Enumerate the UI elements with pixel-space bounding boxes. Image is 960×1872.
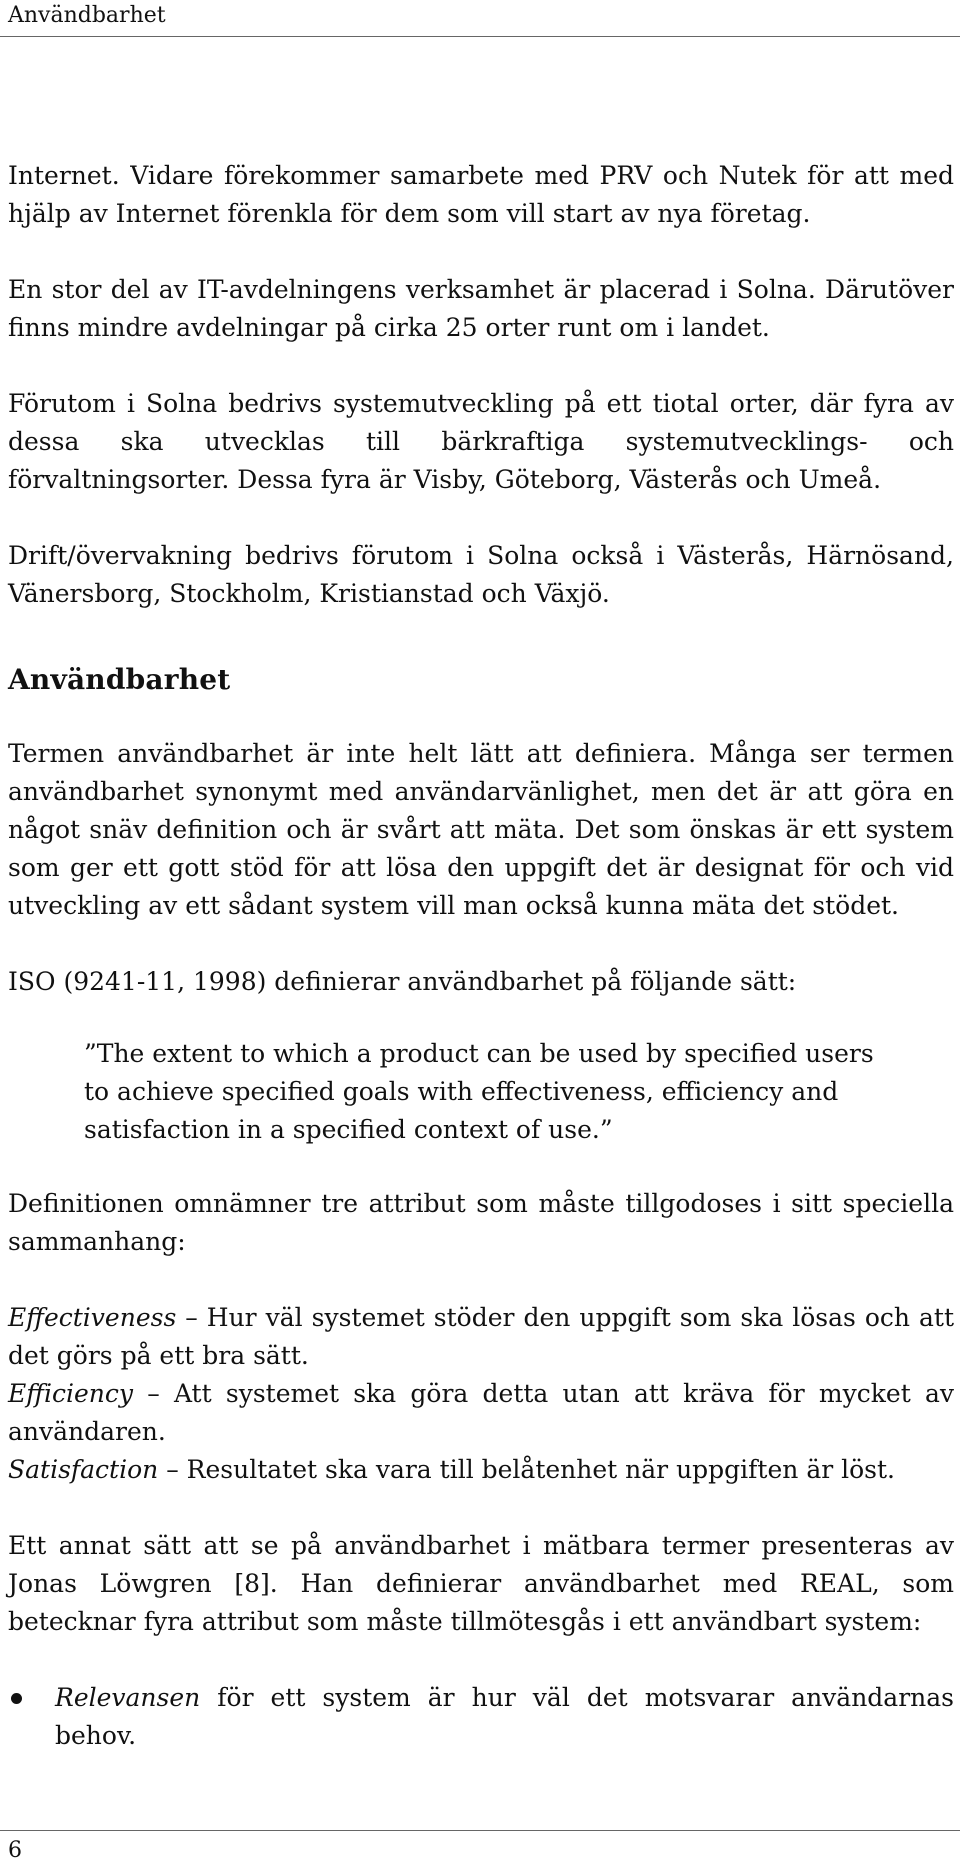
definition-list — [8, 1299, 954, 1489]
paragraph-drift: Drift/övervakning bedrivs förutom i Solna också i Västerås, Härnösand, Vänersborg, Stockholm, Kristianstad och Växjö. — [8, 541, 954, 608]
real-list — [8, 1679, 954, 1755]
section-heading: Användbarhet — [8, 663, 231, 696]
list-item-relevansen — [8, 1679, 954, 1755]
definition-term: Efficiency — [8, 1379, 133, 1408]
iso-quote: ”The extent to which a product can be used by specified users to achieve specified goals with effectiveness, efficiency and satisfaction in a specified context of use.” — [84, 1039, 874, 1144]
definition-text: – Resultatet ska vara till belåtenhet när uppgiften är löst. — [158, 1455, 895, 1484]
paragraph-internet: Internet. Vidare förekommer samarbete med PRV och Nutek för att med hjälp av Internet förenkla för dem som vill start av nya företag. — [8, 161, 954, 228]
definition-text: – Att systemet ska göra detta utan att kräva för mycket av användaren. — [8, 1379, 954, 1446]
paragraph-lowgren: Ett annat sätt att se på användbarhet i mätbara termer presenteras av Jonas Löwgren [8]. Han definierar användbarhet med REAL, som betecknar fyra attribut som måste tillmötesgås i ett användbart system: — [8, 1531, 954, 1636]
definition-term: Satisfaction — [8, 1455, 159, 1484]
paragraph-systemutveckling: Förutom i Solna bedrivs systemutveckling på ett tiotal orter, där fyra av dessa ska utvecklas till bärkraftiga systemutvecklings- och förvaltningsorter. Dessa fyra är Visby, Göteborg, Västerås och Umeå. — [8, 389, 954, 494]
list-item-text: för ett system är hur väl det motsvarar användarnas behov. — [55, 1683, 954, 1750]
definition-text: – Hur väl systemet stöder den uppgift som ska lösas och att det görs på ett bra sätt. — [8, 1303, 954, 1370]
running-header: Användbarhet — [8, 3, 166, 28]
paragraph-termen: Termen användbarhet är inte helt lätt att definiera. Många ser termen användbarhet synonymt med användarvänlighet, men det är att göra en något snäv definition och är svårt att mäta. Det som önskas är ett system som ger ett gott stöd för att lösa den uppgift det är designat för och vid utveckling av ett sådant system vill man också kunna mäta det stödet. — [8, 739, 954, 920]
paragraph-iso: ISO (9241-11, 1998) definierar användbarhet på följande sätt: — [8, 967, 797, 996]
paragraph-definitionen: Definitionen omnämner tre attribut som måste tillgodoses i sitt speciella sammanhang: — [8, 1189, 954, 1256]
paragraph-it-avdelning: En stor del av IT-avdelningens verksamhet är placerad i Solna. Därutöver finns mindre avdelningar på cirka 25 orter runt om i landet. — [8, 275, 954, 342]
footer-divider — [0, 1830, 960, 1831]
definition-effectiveness — [8, 1299, 954, 1375]
definition-term: Effectiveness — [8, 1303, 177, 1332]
header-divider — [0, 36, 960, 37]
definition-satisfaction — [8, 1451, 954, 1489]
body-text — [8, 157, 954, 1755]
page-number: 6 — [8, 1838, 22, 1863]
list-item-term: Relevansen — [55, 1683, 201, 1712]
definition-efficiency — [8, 1375, 954, 1451]
